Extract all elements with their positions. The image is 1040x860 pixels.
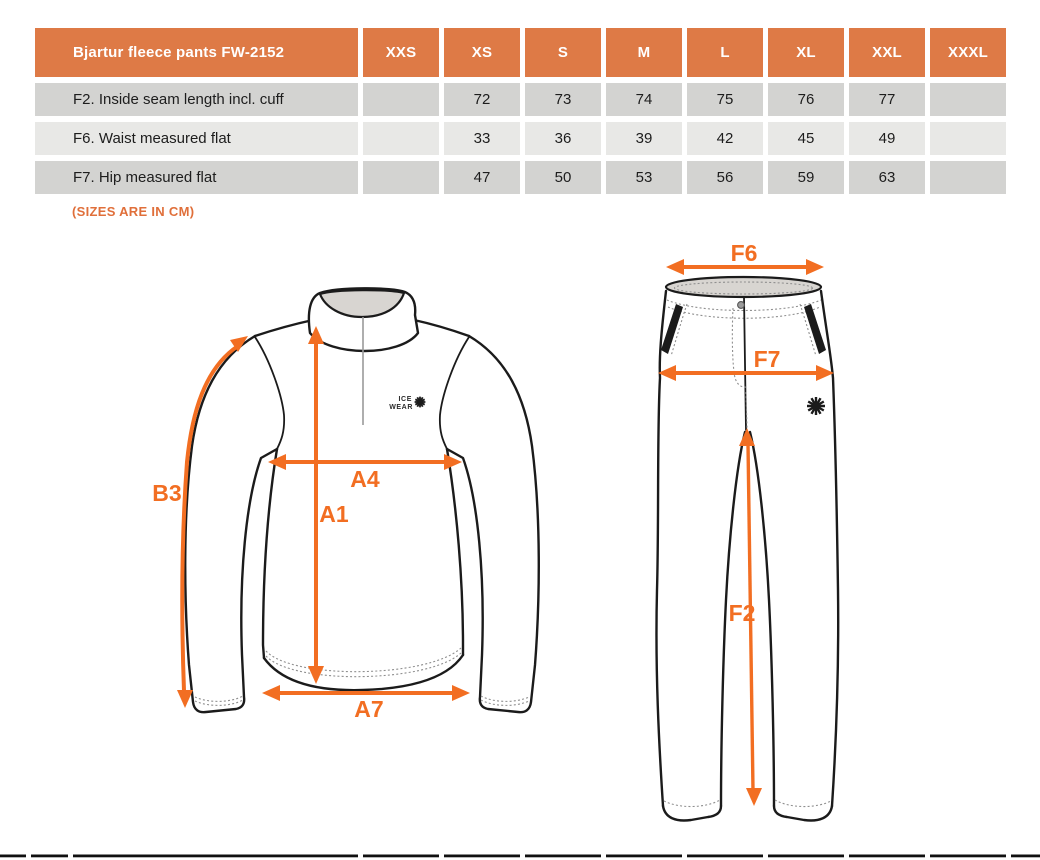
right-cuff-stitch	[481, 696, 529, 701]
pants-right-hem	[774, 806, 832, 820]
logo-text-wear: WEAR	[389, 404, 413, 411]
table-row-waist	[35, 122, 1006, 155]
row-label: F6. Waist measured flat	[35, 122, 358, 155]
right-sleeve	[447, 336, 539, 712]
size-header-xxs: XXS	[363, 28, 439, 77]
left-raglan-seam	[255, 337, 284, 449]
cell-value: 36	[525, 122, 601, 155]
left-cuff-stitch	[195, 700, 243, 705]
fly-center-seam	[744, 297, 746, 430]
cell-value: 63	[849, 161, 925, 194]
icewear-logo	[389, 396, 425, 411]
right-cuff-stitch	[481, 700, 529, 705]
body-hem	[264, 655, 463, 690]
right-shoulder-seam	[414, 320, 469, 336]
cell-value: 56	[687, 161, 763, 194]
size-header-xxl: XXL	[849, 28, 925, 77]
cell-value	[930, 122, 1006, 155]
size-header-l: L	[687, 28, 763, 77]
cell-value	[930, 161, 1006, 194]
measure-label-a4: A4	[350, 466, 380, 492]
size-header-xxxl: XXXL	[930, 28, 1006, 77]
cell-value: 50	[525, 161, 601, 194]
row-label: F7. Hip measured flat	[35, 161, 358, 194]
cell-value: 47	[444, 161, 520, 194]
cell-value: 45	[768, 122, 844, 155]
body-right-side	[447, 449, 463, 655]
next-table-top-border	[0, 855, 1040, 858]
measure-label-f6: F6	[730, 240, 758, 266]
hem-stitch	[266, 648, 461, 672]
cell-value: 33	[444, 122, 520, 155]
cell-value: 59	[768, 161, 844, 194]
size-header-xl: XL	[768, 28, 844, 77]
cell-value	[363, 122, 439, 155]
cell-value: 73	[525, 83, 601, 116]
size-header-s: S	[525, 28, 601, 77]
size-header-m: M	[606, 28, 682, 77]
pants-right-hem-stitch	[775, 800, 831, 807]
pants-diagram	[656, 240, 838, 820]
body-left-side	[263, 449, 277, 658]
cell-value: 72	[444, 83, 520, 116]
snowflake-icon	[415, 397, 426, 408]
cell-value: 42	[687, 122, 763, 155]
cell-value: 74	[606, 83, 682, 116]
measure-label-f7: F7	[753, 346, 781, 372]
cell-value: 75	[687, 83, 763, 116]
pants-right-outer	[821, 291, 838, 806]
waist-button	[738, 302, 745, 309]
hem-stitch	[266, 653, 461, 677]
right-raglan-seam	[440, 337, 469, 449]
pants-left-hem	[663, 806, 721, 820]
waist-opening	[666, 277, 821, 297]
table-row-hip	[35, 161, 1006, 194]
table-row-inside-seam	[35, 83, 1006, 116]
pants-left-outer	[656, 291, 666, 806]
cell-value: 53	[606, 161, 682, 194]
snowflake-logo	[807, 397, 825, 415]
size-header-xs: XS	[444, 28, 520, 77]
cell-value: 77	[849, 83, 925, 116]
logo-text-ice: ICE	[398, 396, 412, 403]
left-cuff-stitch	[195, 696, 243, 701]
cell-value	[363, 161, 439, 194]
cell-value: 49	[849, 122, 925, 155]
cell-value	[363, 83, 439, 116]
size-table	[30, 22, 1011, 200]
cell-value: 76	[768, 83, 844, 116]
row-label: F2. Inside seam length incl. cuff	[35, 83, 358, 116]
measure-label-f2: F2	[728, 600, 756, 626]
cell-value	[930, 83, 1006, 116]
left-shoulder-seam	[255, 320, 313, 336]
pants-left-hem-stitch	[664, 800, 720, 807]
measure-label-a1: A1	[319, 501, 349, 527]
size-table-header-row	[35, 28, 1006, 77]
measure-label-a7: A7	[354, 696, 384, 722]
sizes-unit-note: (SIZES ARE IN CM)	[72, 204, 195, 219]
cell-value: 39	[606, 122, 682, 155]
product-title: Bjartur fleece pants FW-2152	[35, 28, 358, 77]
fleece-top-diagram	[152, 288, 538, 722]
measure-label-b3: B3	[152, 480, 182, 506]
